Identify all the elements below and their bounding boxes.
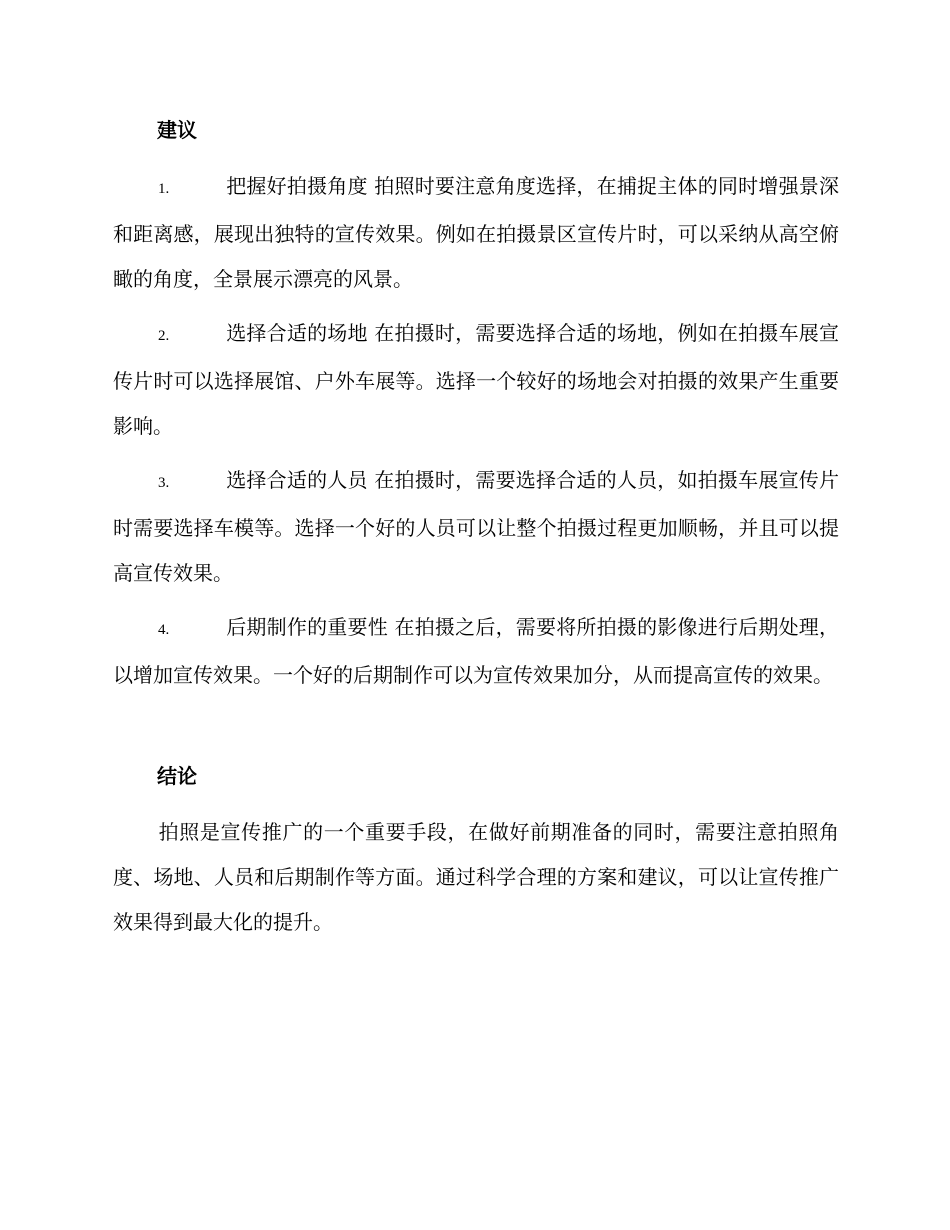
suggestion-number-1: 1. (158, 181, 170, 197)
conclusion-heading: 结论 (157, 764, 197, 788)
suggestions-heading: 建议 (157, 118, 197, 142)
suggestion-text-4: 后期制作的重要性 在拍摄之后，需要将所拍摄的影像进行后期处理，以增加宣传效果。一个好的后期制作可以为宣传效果加分，从而提高宣传的效果。 (113, 615, 839, 687)
conclusion-text: 拍照是宣传推广的一个重要手段，在做好前期准备的同时，需要注意拍照角度、场地、人员和后期制作等方面。通过科学合理的方案和建议，可以让宣传推广效果得到最大化的提升。 (113, 820, 839, 934)
suggestion-number-4: 4. (158, 622, 170, 638)
suggestion-item-1 (113, 164, 839, 302)
suggestion-item-4 (113, 605, 839, 698)
conclusion-paragraph (113, 810, 839, 945)
suggestion-item-3 (113, 458, 839, 596)
suggestion-number-3: 3. (158, 475, 170, 491)
suggestion-number-2: 2. (158, 328, 170, 344)
suggestion-item-2 (113, 311, 839, 449)
suggestion-text-3: 选择合适的人员 在拍摄时，需要选择合适的人员，如拍摄车展宣传片时需要选择车模等。选择一个好的人员可以让整个拍摄过程更加顺畅，并且可以提高宣传效果。 (113, 468, 839, 585)
suggestion-text-1: 把握好拍摄角度 拍照时要注意角度选择，在捕捉主体的同时增强景深和距离感，展现出独特的宣传效果。例如在拍摄景区宣传片时，可以采纳从高空俯瞰的角度，全景展示漂亮的风景。 (113, 174, 839, 291)
suggestion-text-2: 选择合适的场地 在拍摄时，需要选择合适的场地，例如在拍摄车展宣传片时可以选择展馆、户外车展等。选择一个较好的场地会对拍摄的效果产生重要影响。 (113, 321, 839, 438)
